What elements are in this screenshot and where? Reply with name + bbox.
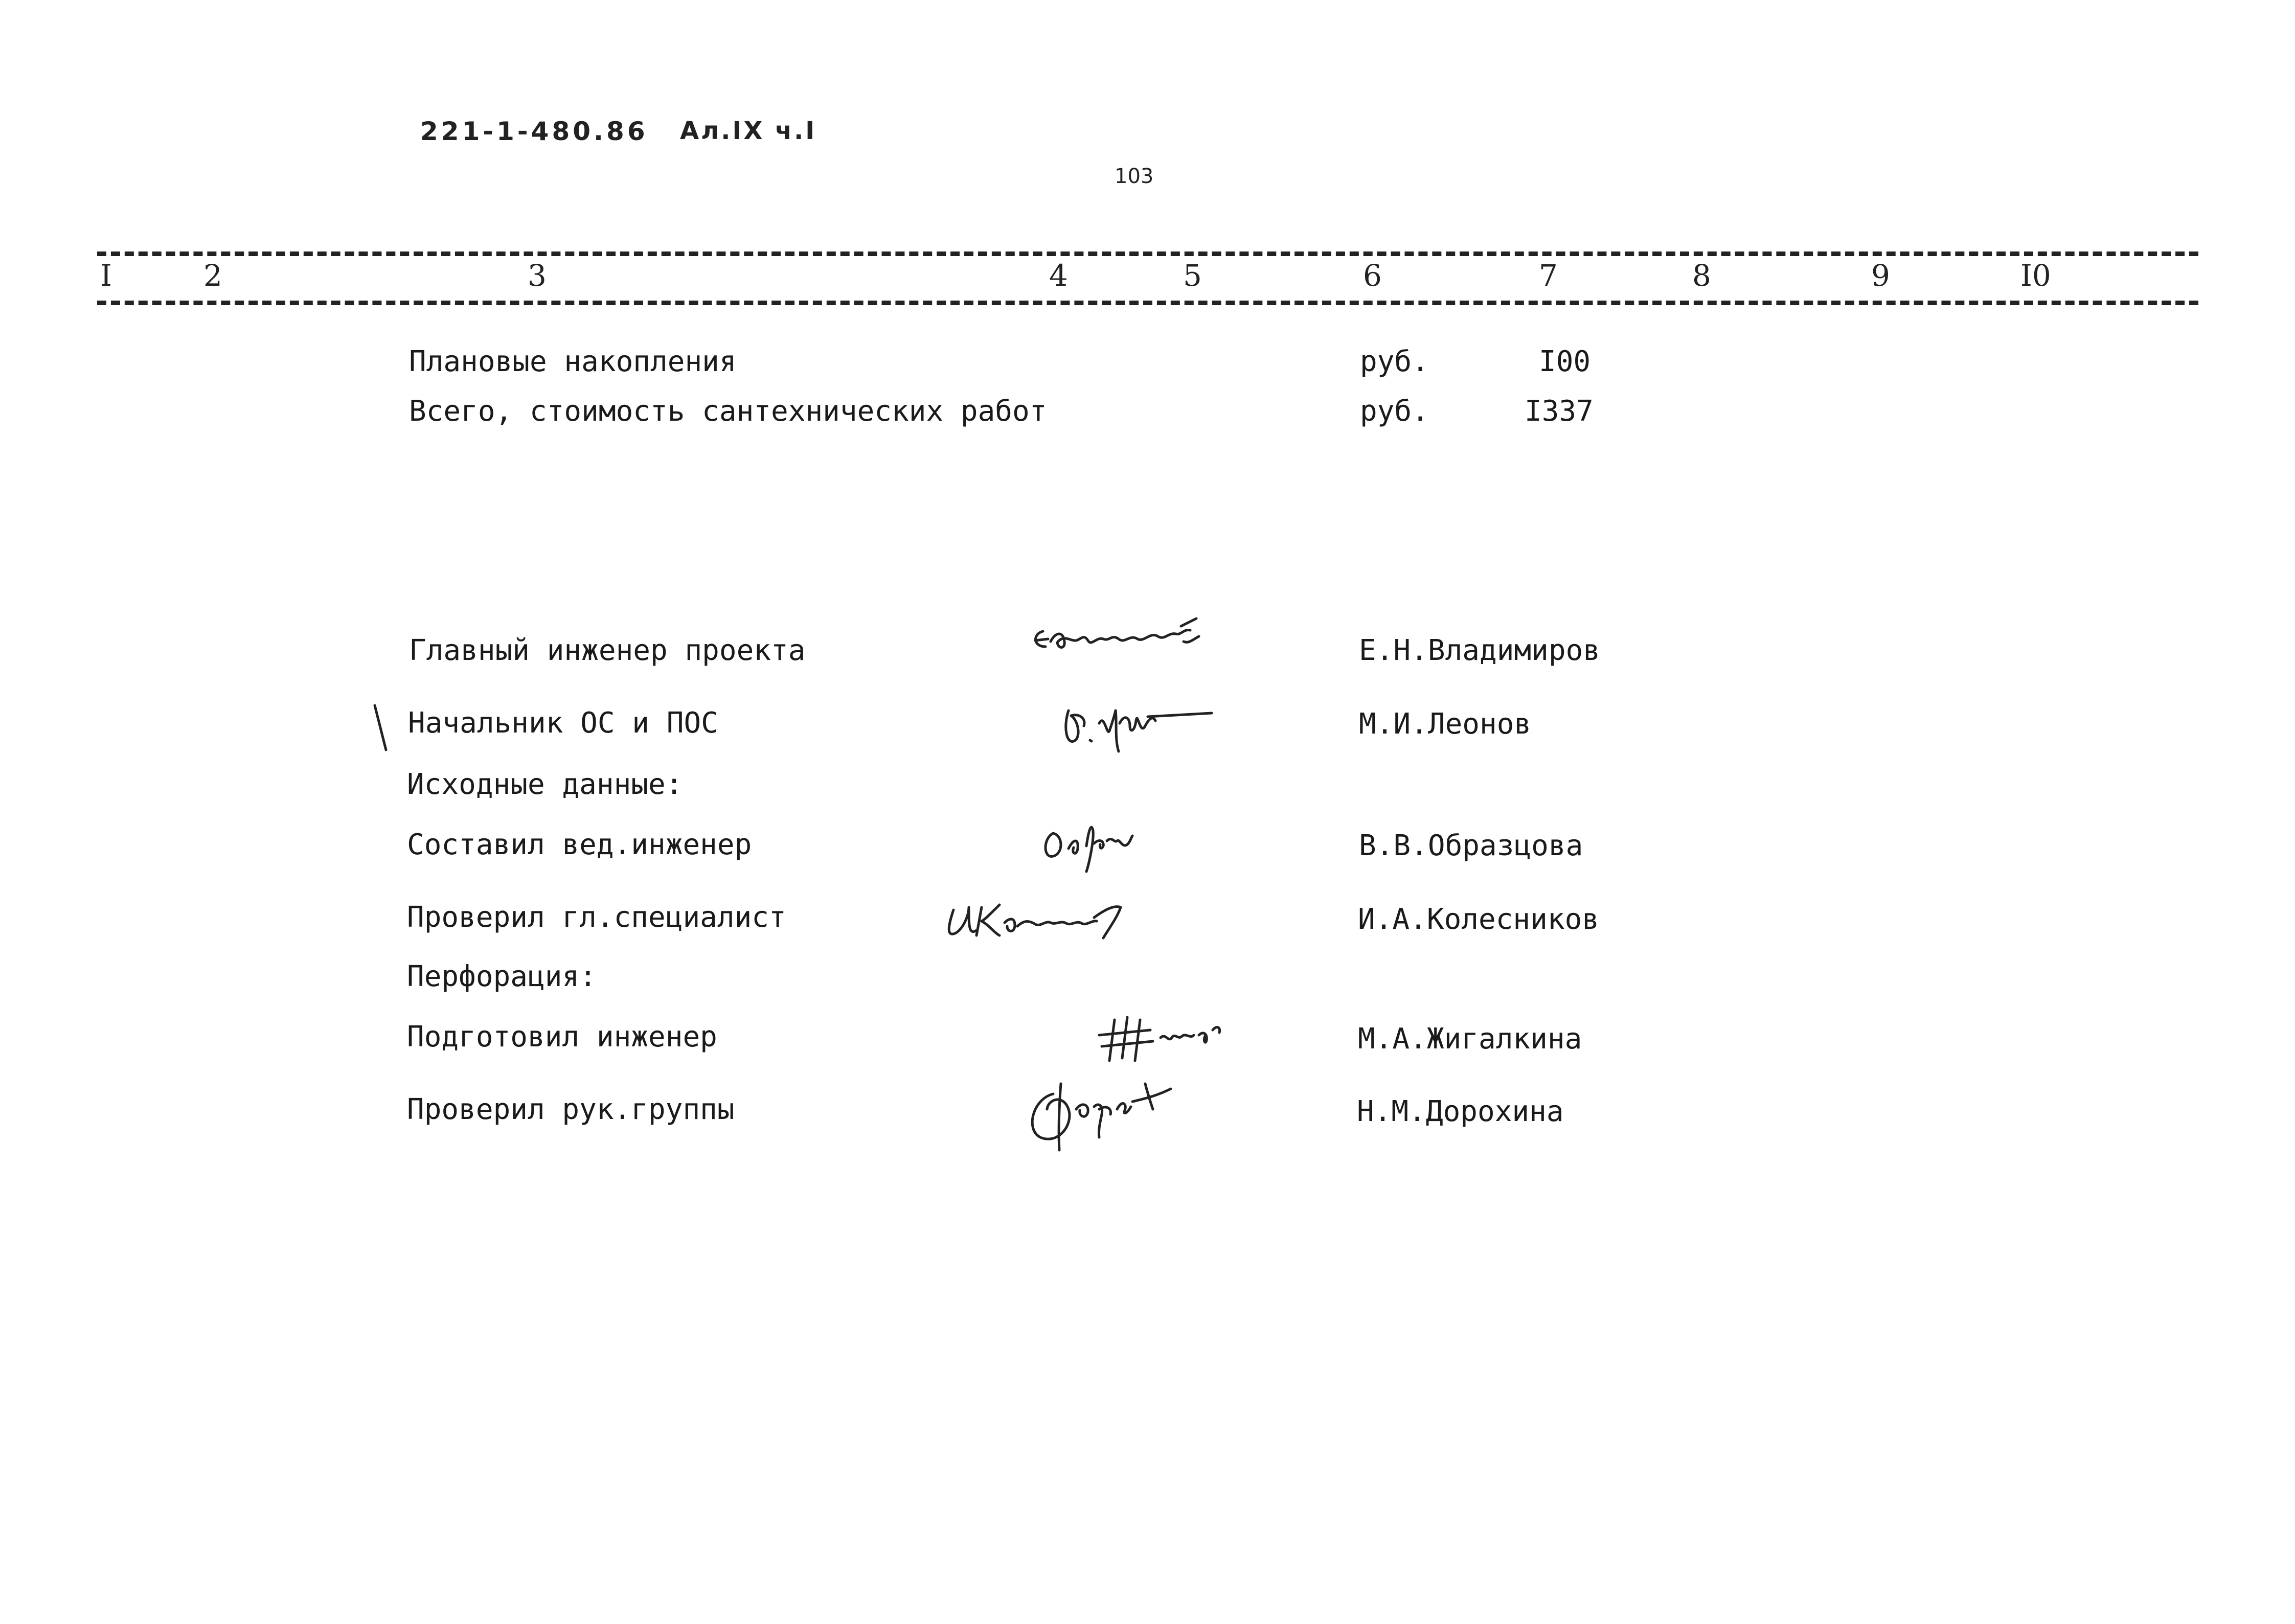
section-perforation: Перфорация: bbox=[407, 960, 597, 993]
name-checked-by-group-head: Н.М.Дорохина bbox=[1357, 1095, 1564, 1128]
name-compiled-by: В.В.Образцова bbox=[1359, 829, 1583, 862]
name-head-os-pos: М.И.Леонов bbox=[1359, 707, 1532, 741]
signature-kolesnikov bbox=[941, 889, 1145, 951]
signature-leonov bbox=[1058, 695, 1222, 762]
role-compiled-by: Составил вед.инженер bbox=[407, 828, 752, 861]
row-unit-planned-savings: руб. bbox=[1360, 345, 1429, 378]
column-header-10: I0 bbox=[2020, 258, 2051, 293]
column-header-4: 4 bbox=[1049, 258, 1068, 293]
row-label-planned-savings: Плановые накопления bbox=[409, 345, 737, 378]
column-header-6: 6 bbox=[1363, 258, 1382, 293]
page-number: 103 bbox=[1115, 165, 1154, 188]
name-checked-by-specialist: И.А.Колесников bbox=[1358, 903, 1600, 936]
document-code: 221-1-480.86 bbox=[420, 117, 648, 146]
role-chief-engineer: Главный инженер проекта bbox=[409, 634, 806, 667]
row-label-total-cost: Всего, стоимость сантехнических работ bbox=[409, 395, 1047, 428]
name-chief-engineer: Е.Н.Владимиров bbox=[1359, 634, 1601, 667]
signature-dorokhina bbox=[1022, 1073, 1196, 1155]
signature-obraztsova bbox=[1038, 813, 1155, 874]
section-source-data: Исходные данные: bbox=[407, 768, 683, 801]
role-head-os-pos: Начальник ОС и ПОС bbox=[408, 706, 718, 740]
row-unit-total-cost: руб. bbox=[1360, 395, 1429, 428]
table-top-rule bbox=[97, 251, 2198, 256]
name-prepared-by: М.А.Жигалкина bbox=[1358, 1022, 1582, 1056]
signature-vladimirov bbox=[1028, 611, 1212, 667]
column-header-9: 9 bbox=[1871, 258, 1890, 293]
column-header-7: 7 bbox=[1539, 258, 1558, 293]
role-prepared-by: Подготовил инженер bbox=[407, 1020, 717, 1054]
column-header-2: 2 bbox=[203, 258, 222, 293]
column-header-5: 5 bbox=[1183, 258, 1202, 293]
column-header-1: I bbox=[100, 258, 112, 293]
margin-tick-mark bbox=[371, 703, 391, 754]
signature-zhigalkina bbox=[1094, 1010, 1227, 1066]
role-checked-by-specialist: Проверил гл.специалист bbox=[407, 901, 786, 934]
row-value-planned-savings: I00 bbox=[1539, 345, 1591, 378]
table-bottom-rule bbox=[97, 301, 2198, 305]
role-checked-by-group-head: Проверил рук.группы bbox=[407, 1093, 735, 1126]
column-header-3: 3 bbox=[528, 258, 547, 293]
row-value-total-cost: I337 bbox=[1525, 395, 1594, 428]
album-reference: Ал.IX ч.I bbox=[680, 117, 817, 145]
column-header-8: 8 bbox=[1692, 258, 1711, 293]
